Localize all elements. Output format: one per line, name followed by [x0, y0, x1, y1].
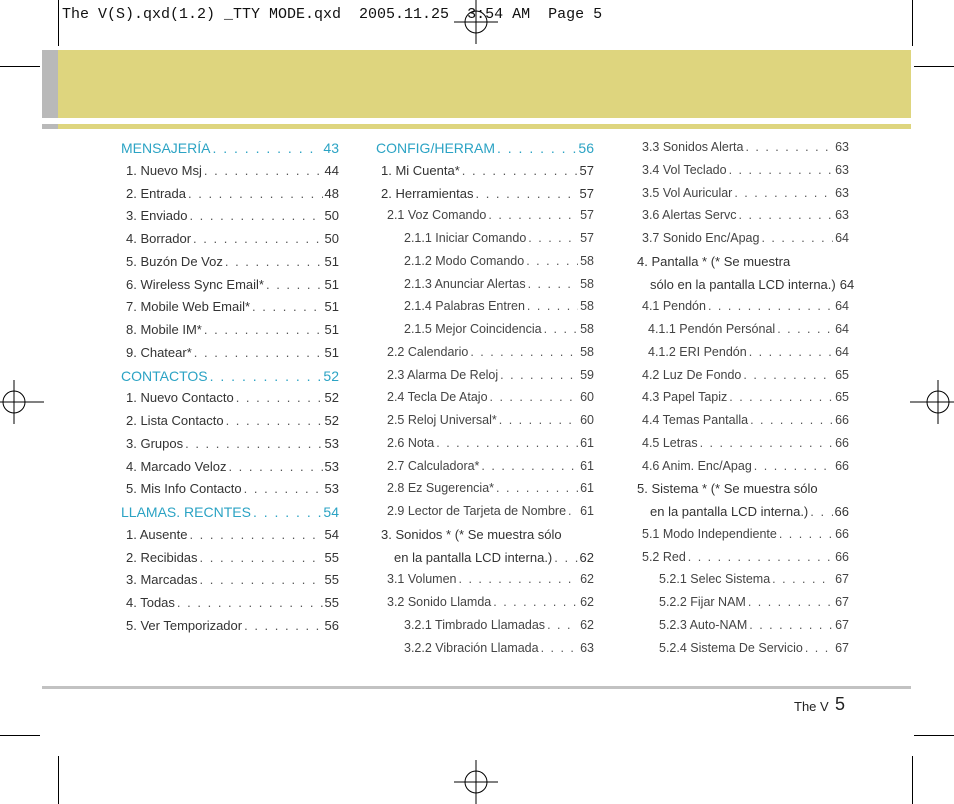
- toc-entry-page: 64: [835, 231, 849, 245]
- toc-entry: [126, 459, 339, 479]
- toc-entry-title: 2. Entrada: [126, 185, 186, 201]
- toc-entry: [648, 322, 849, 342]
- dot-leader: [528, 231, 578, 245]
- toc-entry-title: CONFIG/HERRAM: [376, 140, 495, 156]
- toc-entry: [387, 345, 594, 365]
- toc-entry-page: 66: [835, 526, 849, 541]
- toc-entry: [381, 186, 594, 206]
- dot-leader: [805, 641, 833, 655]
- toc-entry-title: 5.1 Modo Independiente: [642, 526, 777, 541]
- toc-entry: [637, 481, 849, 501]
- registration-mark-left: [0, 380, 44, 424]
- toc-entry-page: 65: [835, 390, 849, 405]
- toc-entry-title: 3.4 Vol Teclado: [642, 162, 727, 177]
- registration-mark-bottom: [454, 760, 498, 804]
- toc-entry-page: 52: [324, 413, 339, 428]
- toc-entry-title: 4.2 Luz De Fondo: [642, 367, 742, 382]
- toc-entry-title: 2.7 Calculadora*: [387, 458, 480, 473]
- dot-leader: [779, 527, 833, 541]
- dot-leader: [189, 208, 322, 223]
- dot-leader: [200, 550, 323, 565]
- dot-leader: [777, 322, 833, 336]
- toc-entry-page: 64: [835, 344, 849, 359]
- toc-entry: [126, 208, 339, 228]
- toc-entry-page: 50: [324, 231, 339, 246]
- toc-entry-title: 2.3 Alarma De Reloj: [387, 367, 499, 382]
- toc-entry: [659, 572, 849, 592]
- toc-entry: [126, 413, 339, 433]
- toc-entry-page: 63: [835, 162, 849, 177]
- dot-leader: [568, 504, 578, 518]
- dot-leader: [204, 322, 323, 337]
- toc-entry-title: MENSAJERÍA: [121, 140, 211, 156]
- toc-entry-title: 4.1.2 ERI Pendón: [648, 344, 747, 359]
- toc-entry: [642, 527, 849, 547]
- dot-leader: [734, 186, 833, 200]
- toc-entry: [126, 618, 339, 638]
- dot-leader: [700, 436, 834, 450]
- toc-entry-page: 67: [835, 572, 849, 587]
- toc-entry-page: 63: [835, 208, 849, 223]
- toc-entry: [126, 595, 339, 615]
- toc-entry-title: 4. Pantalla * (* Se muestra: [637, 253, 791, 269]
- toc-entry-title: 4. Todas: [126, 595, 175, 610]
- dot-leader: [554, 550, 577, 565]
- toc-entry-title: 2.1.5 Mejor Coincidencia: [404, 322, 542, 336]
- toc-entry-title: 2. Herramientas: [381, 185, 474, 201]
- toc-entry-page: 56: [324, 617, 339, 633]
- toc-entry-page: 43: [323, 140, 339, 156]
- toc-entry: [659, 618, 849, 638]
- toc-entry-title: 3. Grupos: [126, 435, 184, 451]
- toc-entry-page: 66: [835, 435, 849, 450]
- toc-entry-page: 61: [580, 504, 594, 518]
- toc-entry-title: 2.1.2 Modo Comando: [404, 253, 525, 268]
- toc-entry-page: 58: [580, 299, 594, 314]
- dot-leader: [266, 277, 323, 292]
- toc-entry-title: en la pantalla LCD interna.): [650, 504, 809, 519]
- dot-leader: [228, 459, 322, 474]
- toc-entry-title: 6. Wireless Sync Email*: [126, 276, 264, 292]
- header-band-tab: [42, 50, 58, 118]
- toc-entry-title: 5.2.1 Selec Sistema: [659, 572, 771, 587]
- toc-entry-page: 63: [835, 185, 849, 200]
- dot-leader: [544, 322, 579, 336]
- toc-entry-title: CONTACTOS: [121, 367, 208, 384]
- toc-entry-title: 3.2 Sonido Llamda: [387, 595, 492, 609]
- dot-leader: [729, 163, 834, 177]
- toc-entry-title: 2.1 Voz Comando: [387, 208, 487, 223]
- toc-entry-page: 52: [323, 367, 339, 384]
- dot-leader: [708, 299, 833, 313]
- toc-entry-title: 5. Buzón De Voz: [126, 253, 223, 269]
- toc-entry-title: 2. Recibidas: [126, 549, 198, 565]
- toc-entry-page: 48: [324, 185, 339, 201]
- dot-leader: [547, 618, 578, 632]
- toc-entry: [126, 322, 339, 342]
- toc-entry: [126, 254, 339, 274]
- toc-entry: [659, 641, 849, 661]
- dot-leader: [750, 413, 833, 427]
- toc-entry-page: 63: [835, 140, 849, 154]
- toc-entry-page: 51: [324, 344, 339, 360]
- dot-leader: [499, 413, 578, 427]
- toc-entry: [126, 390, 339, 410]
- toc-entry-page: 53: [324, 458, 339, 474]
- toc-entry: [404, 618, 594, 638]
- toc-entry-title: 2.4 Tecla De Atajo: [387, 390, 488, 405]
- dot-leader: [754, 459, 833, 473]
- toc-entry-page: 64: [835, 322, 849, 336]
- dot-leader: [526, 254, 578, 268]
- toc-entry-title: 1. Mi Cuenta*: [381, 162, 460, 178]
- toc-entry-title: en la pantalla LCD interna.): [394, 549, 553, 565]
- toc-entry-title: 4. Marcado Veloz: [126, 458, 227, 474]
- toc-entry: [126, 163, 339, 183]
- toc-entry: [642, 459, 849, 479]
- toc-entry-page: 64: [835, 299, 849, 314]
- toc-entry: [387, 390, 594, 410]
- toc-entry-page: 60: [580, 413, 594, 427]
- dot-leader: [745, 140, 833, 154]
- dot-leader: [493, 595, 578, 609]
- dot-leader: [185, 436, 322, 451]
- toc-entry-page: 67: [835, 617, 849, 632]
- toc-entry-page: 66: [835, 549, 849, 564]
- toc-section-heading: [121, 368, 339, 388]
- dot-leader: [500, 368, 578, 382]
- toc-entry-title: LLAMAS. RECNTES: [121, 504, 251, 520]
- toc-entry-title: 3.2.1 Timbrado Llamadas: [404, 617, 546, 632]
- registration-mark-top: [454, 0, 498, 44]
- dot-leader: [462, 163, 578, 178]
- toc-entry: [642, 208, 849, 228]
- toc-entry: [404, 277, 594, 297]
- dot-leader: [212, 140, 321, 156]
- dot-leader: [470, 345, 578, 359]
- toc-entry-title: 4.1 Pendón: [642, 299, 706, 314]
- toc-entry-page: 58: [580, 344, 594, 359]
- dot-leader: [528, 277, 578, 291]
- dot-leader: [475, 186, 577, 201]
- toc-entry-title: 4. Borrador: [126, 231, 192, 246]
- toc-entry: [642, 186, 849, 206]
- toc-entry: [126, 436, 339, 456]
- dot-leader: [527, 299, 578, 313]
- toc-entry: [642, 550, 849, 570]
- toc-entry-page: 56: [578, 140, 594, 156]
- dot-leader: [200, 572, 323, 587]
- footer-rule: [42, 686, 911, 689]
- dot-leader: [459, 572, 579, 586]
- toc-entry-page: 57: [579, 162, 594, 178]
- dot-leader: [749, 618, 833, 632]
- toc-entry: [387, 459, 594, 479]
- toc-entry-page: 57: [580, 208, 594, 223]
- printer-slug: The V(S).qxd(1.2) _TTY MODE.qxd 2005.11.25 3:54 AM Page 5: [62, 6, 603, 23]
- toc-entry-title: 5.2.2 Fijar NAM: [659, 595, 746, 609]
- dot-leader: [743, 368, 833, 382]
- dot-leader: [436, 436, 578, 450]
- toc-entry: [387, 368, 594, 388]
- toc-entry: [126, 481, 339, 501]
- toc-entry-title: 4.3 Papel Tapiz: [642, 390, 728, 405]
- toc-entry-title: 3.6 Alertas Servc: [642, 208, 737, 223]
- dot-leader: [739, 208, 834, 222]
- toc-entry: [387, 595, 594, 615]
- toc-entry-page: 61: [580, 481, 594, 496]
- toc-entry: [642, 436, 849, 456]
- toc-entry: [642, 231, 849, 251]
- toc-entry-page: 53: [324, 481, 339, 497]
- toc-entry-page: 57: [579, 185, 594, 201]
- registration-mark-right: [910, 380, 954, 424]
- toc-entry-page: 51: [324, 276, 339, 292]
- toc-entry: [648, 345, 849, 365]
- toc-entry: [126, 277, 339, 297]
- toc-entry-page: 61: [580, 458, 594, 473]
- toc-entry-title: 2.1.3 Anunciar Alertas: [404, 276, 526, 291]
- footer-label: The V: [794, 699, 829, 714]
- toc-entry-title: 4.5 Letras: [642, 435, 698, 450]
- toc-entry: [126, 345, 339, 365]
- dot-leader: [226, 413, 323, 428]
- dot-leader: [810, 504, 832, 519]
- toc-section-heading: [376, 140, 594, 160]
- toc-entry-page: 62: [580, 572, 594, 587]
- toc-entry-page: 53: [324, 435, 339, 451]
- toc-entry-title: 5. Mis Info Contacto: [126, 481, 242, 497]
- dot-leader: [496, 481, 578, 495]
- dot-leader: [488, 208, 578, 222]
- toc-entry-page: 58: [580, 276, 594, 291]
- toc-entry: [642, 299, 849, 319]
- toc-entry-title: 2.5 Reloj Universal*: [387, 413, 497, 427]
- dot-leader: [761, 231, 833, 245]
- toc-entry: [387, 481, 594, 501]
- toc-entry-title: 8. Mobile IM*: [126, 322, 202, 337]
- dot-leader: [252, 299, 322, 314]
- dot-leader: [204, 163, 323, 178]
- toc-entry-page: 62: [579, 549, 594, 565]
- toc-entry-page: 58: [580, 322, 594, 336]
- toc-section-heading: [121, 504, 339, 524]
- toc-entry-page: 54: [324, 526, 339, 542]
- toc-entry-page: 67: [835, 595, 849, 609]
- toc-entry: [387, 572, 594, 592]
- dot-leader: [490, 390, 579, 404]
- dot-leader: [244, 481, 323, 496]
- dot-leader: [189, 527, 322, 542]
- toc-entry-title: 2.1.1 Iniciar Comando: [404, 231, 527, 245]
- toc-entry: [642, 368, 849, 388]
- toc-entry-page: 66: [834, 504, 849, 519]
- toc-entry-title: 4.6 Anim. Enc/Apag: [642, 458, 752, 473]
- toc-entry-page: 51: [324, 253, 339, 269]
- toc-entry-title: 5.2.3 Auto-NAM: [659, 617, 748, 632]
- dot-leader: [210, 368, 322, 384]
- toc-entry-title: sólo en la pantalla LCD interna.): [650, 276, 836, 292]
- toc-entry: [387, 436, 594, 456]
- dot-leader: [541, 641, 579, 655]
- toc-entry: [381, 163, 594, 183]
- toc-entry: [659, 595, 849, 615]
- toc-entry: [404, 299, 594, 319]
- toc-entry: [387, 413, 594, 433]
- toc-entry-page: 67: [835, 640, 849, 655]
- toc-entry: [404, 322, 594, 342]
- toc-entry-page: 61: [580, 435, 594, 450]
- toc-entry-page: 55: [324, 549, 339, 565]
- toc-entry: [642, 163, 849, 183]
- toc-entry-title: 2.2 Calendario: [387, 344, 469, 359]
- toc-entry-title: 4.4 Temas Pantalla: [642, 413, 749, 427]
- dot-leader: [244, 618, 322, 633]
- dot-leader: [188, 186, 323, 201]
- header-band: [58, 50, 911, 118]
- dot-leader: [253, 504, 321, 520]
- toc-entry-title: 3.1 Volumen: [387, 572, 457, 587]
- toc-section-heading: [121, 140, 339, 160]
- toc-entry: [404, 231, 594, 251]
- toc-entry: [642, 140, 849, 160]
- dot-leader: [236, 390, 323, 405]
- toc-entry-title: 2.9 Lector de Tarjeta de Nombre: [387, 504, 567, 518]
- toc-entry: [381, 527, 594, 547]
- toc-entry-title: 5. Ver Temporizador: [126, 617, 243, 633]
- toc-entry-page: 64: [839, 276, 855, 292]
- toc-entry: [126, 527, 339, 547]
- header-rule-tab: [42, 124, 58, 129]
- toc-entry: [650, 276, 855, 297]
- toc-entry-title: 3. Enviado: [126, 208, 188, 224]
- dot-leader: [177, 595, 323, 610]
- toc-entry-title: 9. Chatear*: [126, 344, 192, 360]
- toc-entry: [126, 186, 339, 206]
- toc-entry: [126, 231, 339, 251]
- toc-entry-title: 5. Sistema * (* Se muestra sólo: [637, 481, 818, 497]
- toc-entry-page: 60: [580, 390, 594, 405]
- toc-entry-title: 3. Marcadas: [126, 572, 198, 588]
- dot-leader: [481, 459, 578, 473]
- dot-leader: [225, 254, 323, 269]
- toc-entry-title: 1. Ausente: [126, 526, 188, 542]
- toc-entry: [642, 390, 849, 410]
- toc-entry-title: 3.5 Vol Auricular: [642, 185, 733, 200]
- toc-entry: [642, 413, 849, 433]
- toc-entry: [387, 208, 594, 228]
- toc-entry: [650, 504, 849, 524]
- toc-entry-page: 51: [324, 299, 339, 315]
- toc-entry-page: 66: [835, 413, 849, 427]
- toc-entry-page: 44: [324, 162, 339, 178]
- toc-entry: [387, 504, 594, 524]
- toc-entry-title: 3.2.2 Vibración Llamada: [404, 640, 539, 655]
- toc-entry: [126, 550, 339, 570]
- toc-entry: [637, 254, 849, 274]
- toc-entry-page: 54: [323, 504, 339, 520]
- toc-entry-page: 52: [324, 390, 339, 406]
- dot-leader: [748, 595, 833, 609]
- toc-entry-title: 2.1.4 Palabras Entren: [404, 299, 525, 314]
- toc-entry-page: 62: [580, 617, 594, 632]
- dot-leader: [772, 572, 833, 586]
- dot-leader: [194, 345, 323, 360]
- dot-leader: [688, 550, 833, 564]
- toc-entry-page: 66: [835, 458, 849, 473]
- dot-leader: [729, 390, 833, 404]
- toc-entry-title: 5.2.4 Sistema De Servicio: [659, 640, 803, 655]
- header-rule: [58, 124, 911, 129]
- toc-entry-page: 57: [580, 231, 594, 245]
- toc-entry-page: 51: [324, 322, 339, 337]
- toc-entry-page: 58: [580, 253, 594, 268]
- toc-entry-page: 62: [580, 595, 594, 609]
- toc-entry-title: 7. Mobile Web Email*: [126, 299, 251, 315]
- toc-entry: [126, 572, 339, 592]
- toc-entry-title: 2.6 Nota: [387, 435, 435, 450]
- toc-entry: [126, 299, 339, 319]
- dot-leader: [497, 140, 576, 156]
- toc-entry-title: 1. Nuevo Contacto: [126, 390, 234, 406]
- toc-entry-page: 65: [835, 367, 849, 382]
- dot-leader: [193, 231, 322, 246]
- toc-entry-title: 5.2 Red: [642, 549, 686, 564]
- toc-entry-title: 3.3 Sonidos Alerta: [642, 140, 744, 154]
- dot-leader: [749, 345, 833, 359]
- toc-entry: [404, 254, 594, 274]
- toc-entry: [394, 550, 594, 570]
- toc-entry-page: 63: [580, 640, 594, 655]
- toc-entry-title: 1. Nuevo Msj: [126, 162, 202, 178]
- toc-entry-page: 55: [324, 572, 339, 588]
- toc-entry-page: 50: [324, 208, 339, 224]
- toc-entry-title: 4.1.1 Pendón Persónal: [648, 322, 776, 336]
- page-number: 5: [835, 694, 846, 714]
- toc-entry-title: 3. Sonidos * (* Se muestra sólo: [381, 526, 562, 542]
- toc-entry: [404, 641, 594, 661]
- toc-entry-page: 59: [580, 367, 594, 382]
- toc-entry-title: 2.8 Ez Sugerencia*: [387, 481, 495, 496]
- toc-entry-title: 3.7 Sonido Enc/Apag: [642, 231, 760, 245]
- toc-entry-page: 55: [324, 595, 339, 610]
- toc-entry-title: 2. Lista Contacto: [126, 413, 224, 428]
